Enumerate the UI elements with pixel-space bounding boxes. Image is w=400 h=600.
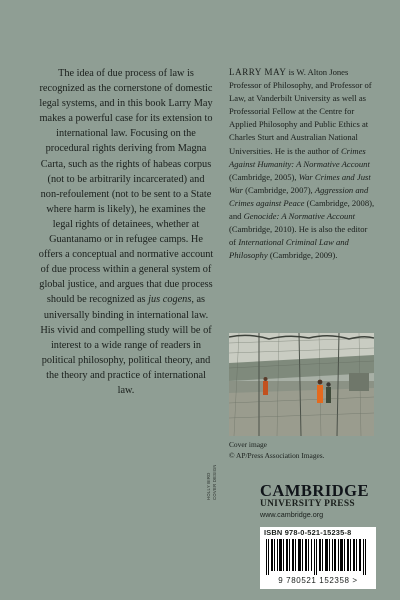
publisher-url: www.cambridge.org [260,510,324,519]
description-text-end: , as universally binding in international law. His vivid and compelling study will be of interest to a wide range of readers in political philosophy, political theory, and the theory and practice of international law. [40,294,212,396]
author-bio [229,66,375,262]
book-title: Genocide: A Normative Account [243,211,356,222]
design-credit-name: HOLLY BIRD [206,472,211,500]
publisher-name: CAMBRIDGE [260,481,370,500]
author-name: LARRY MAY [229,67,287,77]
publisher-subtitle: UNIVERSITY PRESS [260,499,355,509]
bio-text: (Cambridge, 2007), [243,184,315,195]
design-credit-label: COVER DESIGN [212,464,217,500]
book-title: War Crimes and Just War [229,171,371,195]
bio-text: (Cambridge, 2005), [229,171,299,182]
book-title: International Criminal Law and Philosophy [229,237,349,261]
bio-text: (Cambridge, 2009). [267,250,338,261]
description-text: The idea of due process of law is recognized as the cornerstone of domestic legal systems, and in this book Larry May makes a powerful case for its extension to international law. Focusing on the procedural rights deriving from Magna Carta, such as the rights of habeas corpus (not to be arbitrarily incarcerated) and non-refoulement (not to be sent to a State where harm is likely), he examines the legal rights of detainees, whether at Guantanamo or in refugee camps. He offers a conceptual and normative account of due process within a general system of global justice, and argues that due process should be recognized as [38,68,214,306]
book-title: Aggression and Crimes against Peace [229,184,369,208]
barcode-bars [266,539,370,575]
barcode-digits: 9 780521 152358 > [278,576,358,585]
barcode [260,527,376,589]
caption-label: Cover image [229,440,267,449]
bio-text: is W. Alton Jones Professor of Philosophy, and Professor of Law, at Vanderbilt University as well as Professorial Fellow at the Centre for Applied Philosophy and Public Ethics at Charles Sturt and Australian National Universities. He is the author of [229,67,372,156]
cover-caption [229,440,375,461]
publisher-logo [260,483,378,520]
book-description [38,66,214,398]
bio-text: (Cambridge, 2010). He is also the editor of [229,224,368,248]
description-emphasis: jus cogens [148,294,192,306]
caption-credit: © AP/Press Association Images. [229,450,325,460]
cover-photo [229,333,374,436]
isbn-number: ISBN 978-0-521-15235-8 [264,528,352,537]
bio-text: (Cambridge, 2008), and [229,197,375,222]
book-title: Crimes Against Humanity: A Normative Account [229,145,370,169]
